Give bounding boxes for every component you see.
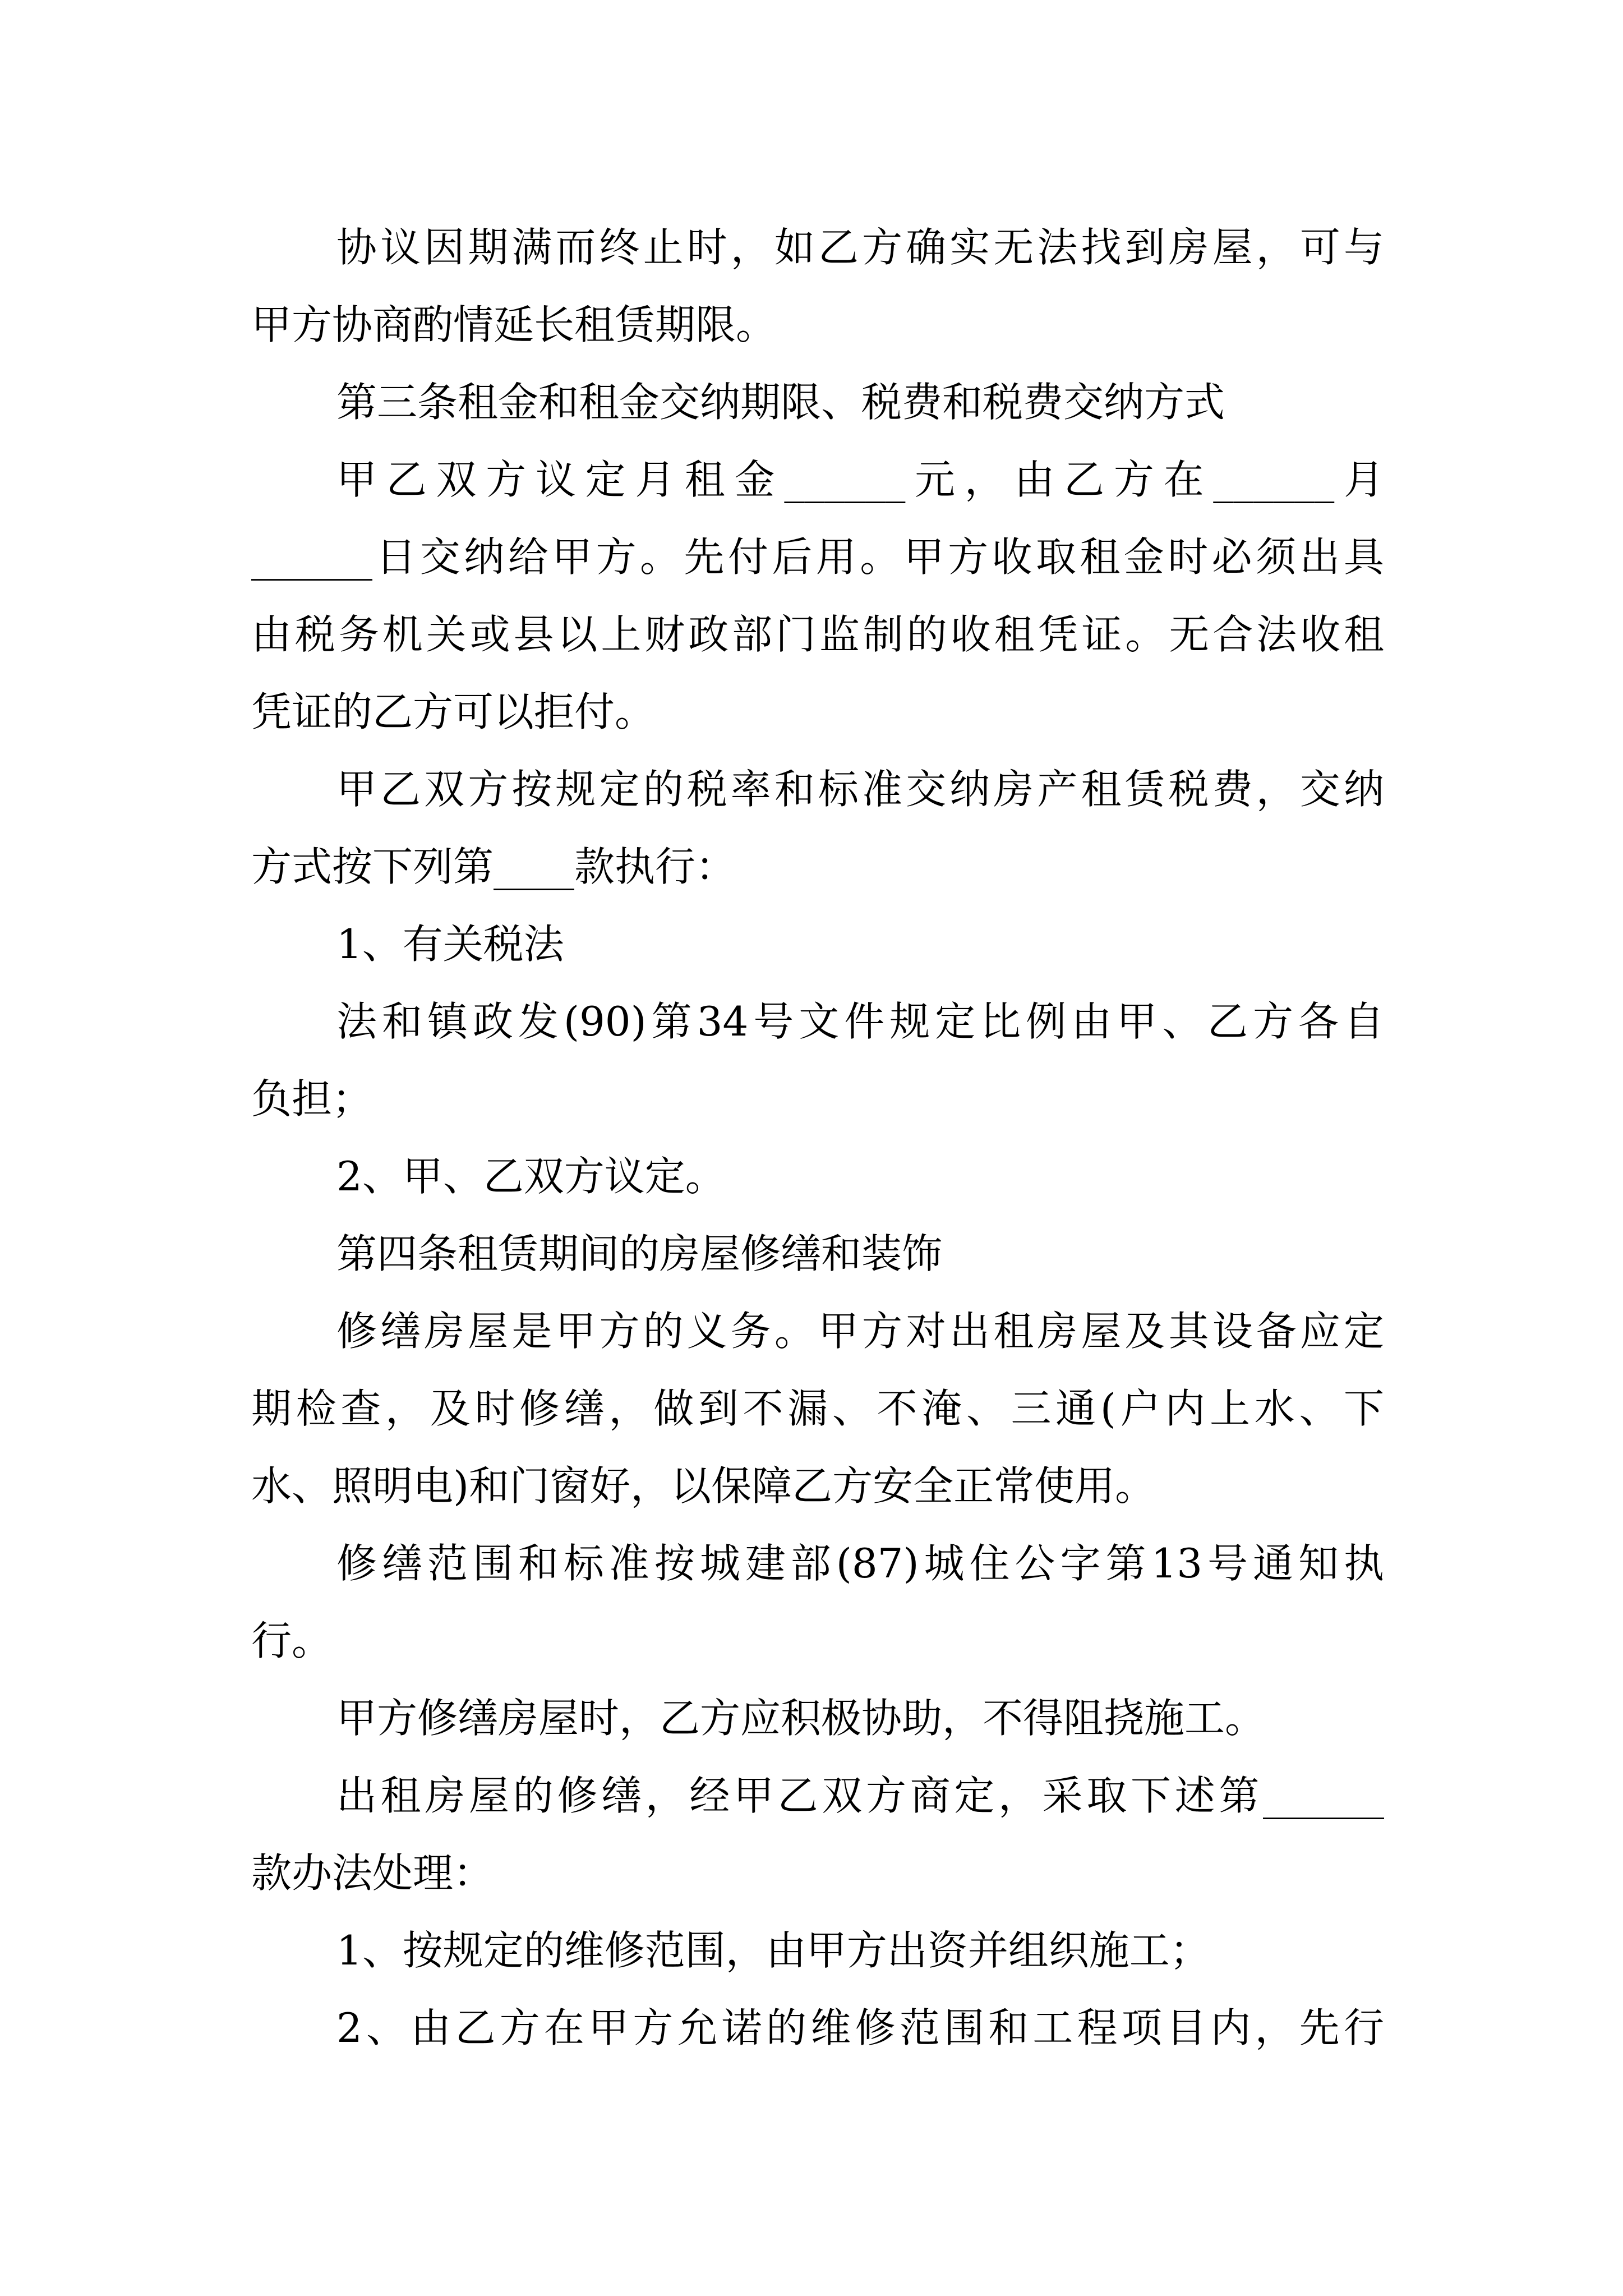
paragraph-line: 款办法处理： <box>251 1849 494 1897</box>
list-item: 2、甲、乙双方议定。 <box>336 1153 726 1200</box>
paragraph-line: 出租房屋的修缮，经甲乙双方商定，采取下述第______ <box>336 1772 1384 1819</box>
paragraph-line: 方式按下列第____款执行： <box>251 843 736 890</box>
list-item: 1、有关税法 <box>336 921 564 968</box>
paragraph-line: 期检查，及时修缮，做到不漏、不淹、三通(户内上水、下 <box>251 1385 1384 1432</box>
list-item: 1、按规定的维修范围，由甲方出资并组织施工； <box>336 1927 1210 1974</box>
section-heading: 第四条租赁期间的房屋修缮和装饰 <box>336 1230 943 1277</box>
paragraph-line: 由税务机关或县以上财政部门监制的收租凭证。无合法收租 <box>251 611 1384 658</box>
paragraph-line: 修缮房屋是甲方的义务。甲方对出租房屋及其设备应定 <box>336 1308 1384 1355</box>
paragraph-line: 凭证的乙方可以拒付。 <box>251 688 656 735</box>
section-heading: 第三条租金和租金交纳期限、税费和税费交纳方式 <box>336 379 1225 426</box>
paragraph-line: 甲乙双方议定月租金______元，由乙方在______月 <box>336 456 1384 503</box>
paragraph-line: 修缮范围和标准按城建部(87)城住公字第13号通知执 <box>336 1540 1384 1587</box>
paragraph-line: 负担； <box>251 1075 373 1122</box>
paragraph-line: 水、照明电)和门窗好，以保障乙方安全正常使用。 <box>251 1462 1156 1510</box>
paragraph-line: 甲乙双方按规定的税率和标准交纳房产租赁税费，交纳 <box>336 766 1384 813</box>
paragraph-line: ______日交纳给甲方。先付后用。甲方收取租金时必须出具 <box>251 533 1384 581</box>
paragraph-line: 行。 <box>251 1617 333 1664</box>
paragraph-line: 协议因期满而终止时，如乙方确实无法找到房屋，可与 <box>336 224 1384 271</box>
paragraph-line: 法和镇政发(90)第34号文件规定比例由甲、乙方各自 <box>336 998 1384 1045</box>
paragraph-line: 甲方协商酌情延长租赁期限。 <box>251 301 777 348</box>
document-body <box>251 209 1384 2067</box>
list-item: 2、由乙方在甲方允诺的维修范围和工程项目内，先行 <box>336 2004 1384 2051</box>
paragraph-line: 甲方修缮房屋时，乙方应积极协助，不得阻挠施工。 <box>336 1695 1266 1742</box>
